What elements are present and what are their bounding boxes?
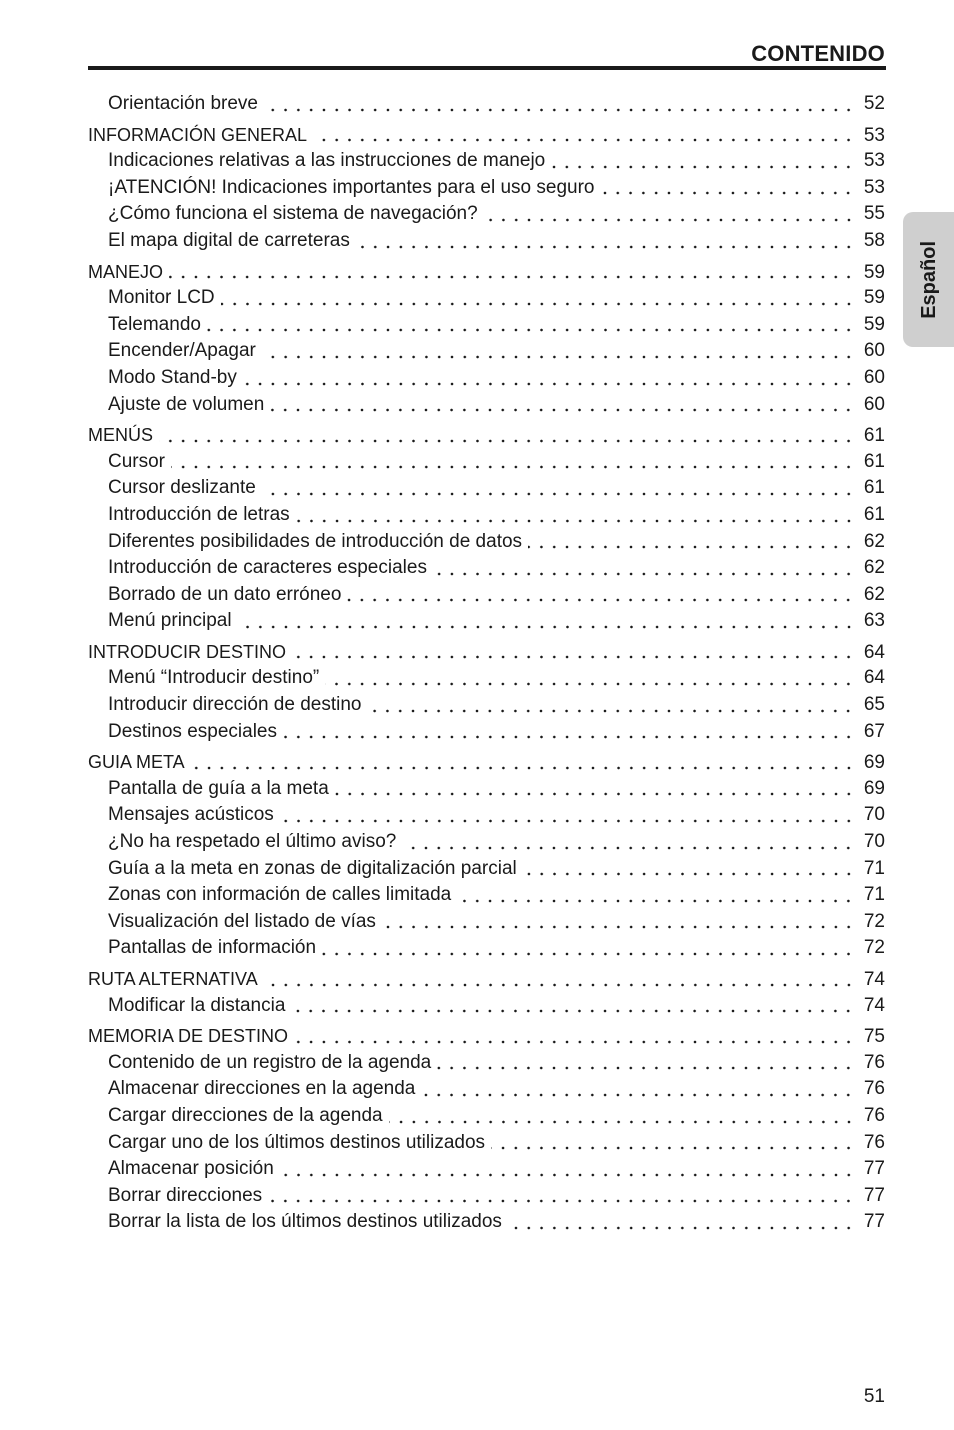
toc-page-number: 69 bbox=[863, 752, 885, 774]
leader-dots bbox=[457, 882, 855, 909]
toc-entry-title: RUTA ALTERNATIVA bbox=[88, 969, 258, 989]
toc-entry bbox=[88, 1156, 885, 1183]
leader-dots bbox=[296, 502, 855, 529]
toc-page-number: 53 bbox=[863, 124, 885, 146]
toc-entry-title: ¿Cómo funciona el sistema de navegación? bbox=[108, 203, 478, 225]
toc-page-number: 52 bbox=[863, 93, 885, 114]
toc-entry-title: Mensajes acústicos bbox=[108, 804, 274, 826]
toc-entry-title: Diferentes posibilidades de introducción de datos bbox=[108, 530, 523, 552]
toc-entry-title: Ajuste de volumen bbox=[108, 393, 265, 415]
toc-page-number: 61 bbox=[863, 425, 885, 447]
toc-entry-title: Menú principal bbox=[108, 610, 232, 632]
toc-page-number: 74 bbox=[863, 969, 885, 990]
toc-entry-title: ¡ATENCIÓN! Indicaciones importantes para el uso seguro bbox=[108, 176, 595, 198]
toc-entry-title: Telemando bbox=[108, 313, 201, 335]
toc-entry-title: Modo Stand-by bbox=[108, 366, 237, 388]
toc-page-number: 64 bbox=[863, 667, 885, 689]
toc-page-number: 53 bbox=[863, 150, 885, 172]
toc-entry bbox=[88, 719, 885, 746]
leader-dots bbox=[325, 665, 855, 692]
toc-entry-title: Monitor LCD bbox=[108, 287, 215, 309]
toc-entry bbox=[88, 148, 885, 175]
leader-dots bbox=[159, 422, 855, 449]
page-number: 51 bbox=[863, 1386, 885, 1407]
leader-dots bbox=[600, 175, 855, 202]
leader-dots bbox=[264, 91, 855, 118]
toc-entry-title: Orientación breve bbox=[108, 93, 258, 114]
toc-page-number: 59 bbox=[863, 287, 885, 309]
page-title: CONTENIDO bbox=[751, 41, 885, 66]
leader-dots bbox=[207, 312, 855, 339]
toc-entry bbox=[88, 776, 885, 803]
leader-dots bbox=[238, 608, 855, 635]
toc-page-number: 75 bbox=[863, 1026, 885, 1048]
toc-entry-title: Pantalla de guía a la meta bbox=[108, 777, 329, 799]
toc-page-number: 76 bbox=[863, 1051, 885, 1073]
toc-page-number: 65 bbox=[863, 694, 885, 716]
leader-dots bbox=[389, 1103, 855, 1130]
toc-entry-title: MANEJO bbox=[88, 261, 164, 282]
toc-entry-title: MEMORIA DE DESTINO bbox=[88, 1026, 289, 1047]
leader-dots bbox=[191, 749, 855, 776]
toc-entry-title: Borrar direcciones bbox=[108, 1184, 263, 1206]
toc-page-number: 76 bbox=[863, 1078, 885, 1100]
leader-dots bbox=[270, 392, 855, 419]
toc-page-number: 60 bbox=[863, 393, 885, 415]
toc-entry bbox=[88, 1209, 885, 1236]
toc-entry bbox=[88, 882, 885, 909]
toc-entry bbox=[88, 1103, 885, 1130]
toc-entry bbox=[88, 935, 885, 962]
toc-section-entry bbox=[88, 259, 885, 286]
leader-dots bbox=[335, 776, 855, 803]
toc-page-number: 62 bbox=[863, 557, 885, 579]
toc-entry-title: Almacenar posición bbox=[108, 1158, 274, 1180]
leader-dots bbox=[322, 935, 855, 962]
leader-dots bbox=[356, 228, 855, 255]
toc-entry-title: MENÚS bbox=[88, 425, 154, 446]
toc-page-number: 70 bbox=[863, 831, 885, 853]
toc-entry bbox=[88, 829, 885, 856]
toc-entry-title: Contenido de un registro de la agenda bbox=[108, 1051, 432, 1073]
toc-page-number: 63 bbox=[863, 610, 885, 632]
toc-page-number: 76 bbox=[863, 1104, 885, 1126]
toc-page-number: 59 bbox=[863, 313, 885, 335]
toc-page-number: 72 bbox=[863, 910, 885, 932]
leader-dots bbox=[491, 1130, 855, 1157]
toc-entry-title: Almacenar direcciones en la agenda bbox=[108, 1078, 416, 1100]
toc-entry-title: GUIA META bbox=[88, 752, 185, 773]
toc-entry-title: Borrar la lista de los últimos destinos utilizados bbox=[108, 1211, 502, 1233]
toc-entry bbox=[88, 856, 885, 883]
toc-entry-title: Cursor bbox=[108, 450, 166, 472]
toc-page-number: 74 bbox=[863, 994, 885, 1016]
toc-entry-title: Cursor deslizante bbox=[108, 477, 256, 499]
toc-page-number: 69 bbox=[863, 777, 885, 799]
leader-dots bbox=[268, 1183, 855, 1210]
toc-entry-title: Introducción de letras bbox=[108, 503, 290, 525]
toc-entry-title: Introducción de caracteres especiales bbox=[108, 557, 427, 579]
leader-dots bbox=[294, 1023, 855, 1050]
leader-dots bbox=[292, 639, 855, 666]
toc-entry-title: INFORMACIÓN GENERAL bbox=[88, 124, 308, 145]
toc-entry-title: El mapa digital de carreteras bbox=[108, 229, 350, 251]
leader-dots bbox=[313, 122, 855, 149]
toc-entry bbox=[88, 529, 885, 556]
leader-dots bbox=[262, 338, 855, 365]
toc-page-number: 67 bbox=[863, 720, 885, 742]
toc-page-number: 53 bbox=[863, 176, 885, 198]
toc-entry bbox=[88, 338, 885, 365]
leader-dots bbox=[508, 1209, 855, 1236]
toc-page-number: 71 bbox=[863, 857, 885, 879]
toc-entry bbox=[88, 1050, 885, 1077]
toc-entry bbox=[88, 692, 885, 719]
toc-page-number: 55 bbox=[863, 203, 885, 225]
leader-dots bbox=[169, 259, 855, 286]
toc-page-number: 58 bbox=[863, 229, 885, 251]
toc-section-entry bbox=[88, 1023, 885, 1050]
toc-entry-title: ¿No ha respetado el último aviso? bbox=[108, 831, 397, 853]
leader-dots bbox=[433, 555, 855, 582]
toc-entry bbox=[88, 802, 885, 829]
leader-dots bbox=[171, 449, 855, 476]
toc-page-number: 71 bbox=[863, 884, 885, 906]
leader-dots bbox=[264, 966, 855, 993]
toc-entry-title: Modificar la distancia bbox=[108, 994, 286, 1016]
toc-section-entry bbox=[88, 639, 885, 666]
toc-page-number: 64 bbox=[863, 641, 885, 663]
toc-entry bbox=[88, 993, 885, 1020]
toc-list bbox=[88, 91, 885, 1236]
toc-page-number: 61 bbox=[863, 477, 885, 499]
toc-section-entry bbox=[88, 966, 885, 993]
toc-entry-title: INTRODUCIR DESTINO bbox=[88, 641, 286, 662]
toc-page-number: 72 bbox=[863, 937, 885, 959]
toc-entry bbox=[88, 582, 885, 609]
leader-dots bbox=[221, 285, 855, 312]
leader-dots bbox=[243, 365, 855, 392]
leader-dots bbox=[347, 582, 855, 609]
toc-entry bbox=[88, 475, 885, 502]
title-rule bbox=[88, 66, 886, 70]
toc-entry-title: Zonas con información de calles limitada bbox=[108, 884, 452, 906]
toc-section-entry bbox=[88, 122, 885, 149]
language-side-tab bbox=[903, 212, 954, 347]
toc-entry-title: Guía a la meta en zonas de digitalización parcial bbox=[108, 857, 517, 879]
toc-entry bbox=[88, 228, 885, 255]
leader-dots bbox=[367, 692, 855, 719]
toc-entry bbox=[88, 201, 885, 228]
toc-section-entry bbox=[88, 749, 885, 776]
toc-entry bbox=[88, 449, 885, 476]
toc-entry bbox=[88, 1183, 885, 1210]
toc-page-number: 61 bbox=[863, 450, 885, 472]
toc-section-entry bbox=[88, 422, 885, 449]
toc-entry bbox=[88, 392, 885, 419]
toc-entry-title: Introducir dirección de destino bbox=[108, 694, 362, 716]
toc-entry-title: Destinos especiales bbox=[108, 720, 277, 742]
toc-entry-title: Cargar uno de los últimos destinos utilizados bbox=[108, 1131, 486, 1153]
leader-dots bbox=[280, 1156, 855, 1183]
leader-dots bbox=[528, 529, 855, 556]
toc-entry-title: Pantallas de información bbox=[108, 937, 317, 959]
language-tab-label: Español bbox=[917, 240, 940, 319]
toc-entry bbox=[88, 555, 885, 582]
toc-page-number: 60 bbox=[863, 340, 885, 362]
toc-entry bbox=[88, 365, 885, 392]
toc-entry bbox=[88, 665, 885, 692]
toc-entry bbox=[88, 91, 885, 118]
toc-page-number: 60 bbox=[863, 366, 885, 388]
toc-entry bbox=[88, 285, 885, 312]
leader-dots bbox=[291, 993, 855, 1020]
toc-entry-title: Menú “Introducir destino” bbox=[108, 667, 320, 689]
toc-entry-title: Encender/Apagar bbox=[108, 340, 256, 362]
toc-entry bbox=[88, 175, 885, 202]
toc-entry bbox=[88, 909, 885, 936]
toc-entry bbox=[88, 312, 885, 339]
leader-dots bbox=[262, 475, 855, 502]
leader-dots bbox=[437, 1050, 855, 1077]
toc-page-number: 59 bbox=[863, 261, 885, 283]
toc-page-number: 77 bbox=[863, 1184, 885, 1206]
leader-dots bbox=[283, 719, 855, 746]
toc-entry-title: Cargar direcciones de la agenda bbox=[108, 1104, 383, 1126]
toc-page-number: 62 bbox=[863, 583, 885, 605]
toc-page-number: 77 bbox=[863, 1211, 885, 1233]
leader-dots bbox=[523, 856, 855, 883]
leader-dots bbox=[551, 148, 855, 175]
toc-entry-title: Indicaciones relativas a las instrucciones de manejo bbox=[108, 150, 546, 172]
toc-page-number: 77 bbox=[863, 1158, 885, 1180]
leader-dots bbox=[280, 802, 855, 829]
toc-page-number: 61 bbox=[863, 503, 885, 525]
toc-page-number: 70 bbox=[863, 804, 885, 826]
toc-entry bbox=[88, 608, 885, 635]
leader-dots bbox=[484, 201, 855, 228]
leader-dots bbox=[402, 829, 855, 856]
toc-entry bbox=[88, 502, 885, 529]
toc-entry-title: Borrado de un dato erróneo bbox=[108, 583, 342, 605]
toc-entry-title: Visualización del listado de vías bbox=[108, 910, 376, 932]
toc-entry bbox=[88, 1130, 885, 1157]
leader-dots bbox=[421, 1076, 855, 1103]
leader-dots bbox=[382, 909, 855, 936]
toc-entry bbox=[88, 1076, 885, 1103]
toc-page-number: 62 bbox=[863, 530, 885, 552]
toc-page-number: 76 bbox=[863, 1131, 885, 1153]
